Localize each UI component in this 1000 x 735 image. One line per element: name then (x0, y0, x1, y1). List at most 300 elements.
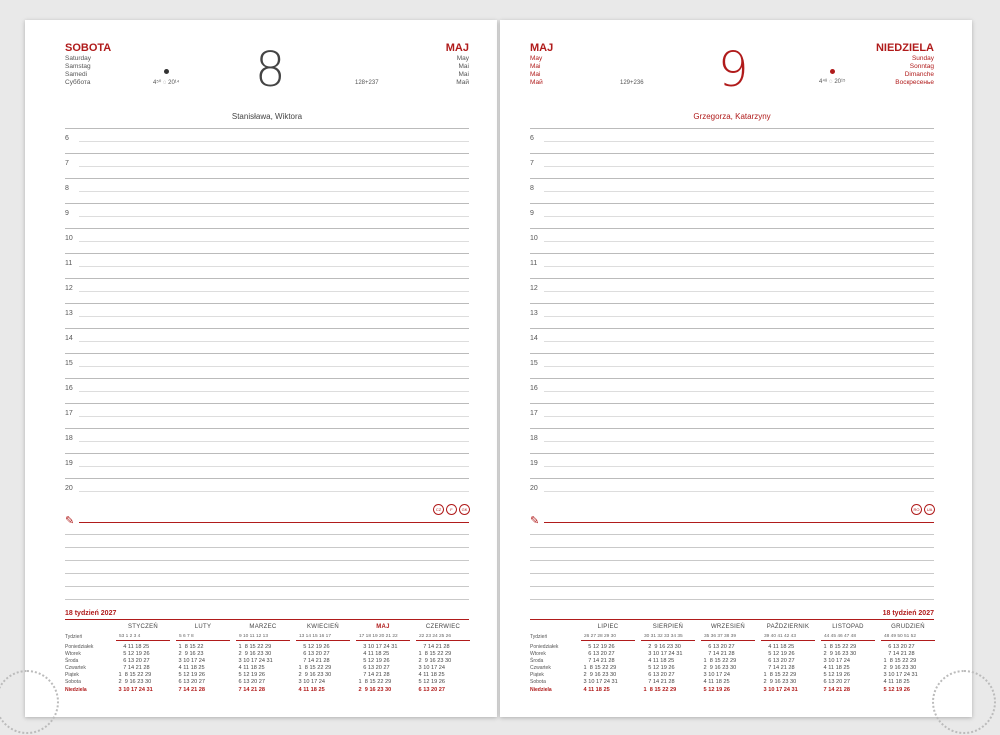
hour-row[interactable] (530, 253, 934, 279)
hour-label: 20 (65, 485, 73, 492)
month-grid (822, 644, 856, 694)
hour-label: 8 (530, 185, 534, 192)
weekday-label: Poniedziałek (530, 644, 559, 650)
month-week-row: 5 12 19 26 (417, 679, 445, 686)
weekday-labels (530, 644, 558, 694)
half-hour-line (544, 341, 934, 342)
month-divider (701, 640, 755, 641)
weekday-label: Czwartek (530, 665, 551, 672)
month-week-row: 2 9 16 23 30 (237, 651, 272, 658)
month-week-row: 2 9 16 23 30 (357, 686, 392, 693)
month-week-row: 4 11 18 25 (582, 686, 610, 693)
month-header: CZERWIEC (425, 624, 461, 630)
hour-label: 16 (65, 385, 73, 392)
month-week-row: 3 10 17 24 (417, 665, 445, 672)
month-week-row: 1 8 15 22 (177, 644, 204, 650)
month-week-row: 3 10 17 24 31 (642, 651, 683, 658)
sunrise-sunset: 4⁴⁸ ◌ 20¹⁵ (819, 79, 846, 85)
hour-label: 13 (65, 310, 73, 317)
half-hour-line (79, 441, 469, 442)
month-week-row: 4 11 18 25 (237, 665, 265, 672)
month-week-row: 2 9 16 23 30 (417, 658, 452, 665)
month-divider (356, 640, 410, 641)
pencil-icon: ✎ (65, 515, 75, 527)
month-week-row: 4 11 18 25 (357, 651, 390, 658)
month-name: MAJ (530, 42, 554, 54)
note-line[interactable] (65, 560, 469, 561)
day-name-translations (65, 55, 91, 87)
half-hour-line (544, 241, 934, 242)
page-curl-decoration (932, 670, 996, 734)
hour-label: 12 (65, 285, 73, 292)
month-lang: Май (530, 79, 543, 86)
hour-row[interactable] (65, 228, 469, 254)
month-week-row: 6 13 20 27 (237, 679, 265, 686)
hour-label: 14 (530, 335, 538, 342)
hour-label: 7 (65, 160, 69, 167)
weekday-label: Niedziela (530, 686, 552, 693)
note-line[interactable] (65, 586, 469, 587)
weekday-label: Piątek (530, 672, 544, 679)
month-week-row: 2 9 16 23 30 (117, 679, 152, 686)
month-lang: May (456, 55, 469, 62)
half-hour-line (544, 491, 934, 492)
half-hour-line (79, 391, 469, 392)
weekday-label: Poniedziałek (65, 644, 94, 650)
month-week-row: 4 11 18 25 (642, 658, 675, 665)
month-week-row: 1 8 15 22 29 (297, 665, 332, 672)
feast-badge: RO (911, 504, 922, 515)
month-divider (881, 640, 935, 641)
month-week-row: 1 8 15 22 29 (237, 644, 272, 650)
week-numbers: 48 49 50 51 52 (884, 634, 917, 639)
month-week-row: 4 11 18 25 (822, 665, 850, 672)
month-name-translations (456, 55, 469, 87)
left-page (25, 20, 497, 717)
hour-row[interactable] (530, 203, 934, 229)
month-divider (761, 640, 815, 641)
day-lang: Samstag (65, 63, 91, 70)
month-header: LIPIEC (597, 624, 619, 630)
month-week-row: 3 10 17 24 (822, 658, 850, 665)
week-numbers: 17 18 19 20 21 22 (359, 634, 398, 639)
month-header: STYCZEŃ (127, 624, 159, 630)
weekday-label: Sobota (65, 679, 81, 686)
half-hour-line (544, 416, 934, 417)
half-hour-line (79, 216, 469, 217)
month-divider (416, 640, 470, 641)
month-week-row: 1 8 15 22 29 (822, 644, 857, 650)
day-lang: Saturday (65, 55, 92, 62)
hour-row[interactable] (65, 178, 469, 204)
half-hour-line (79, 166, 469, 167)
month-week-row: 7 14 21 28 (702, 651, 735, 658)
month-week-row: 5 12 19 26 (702, 686, 730, 693)
hour-row[interactable] (65, 453, 469, 479)
month-week-row: 2 9 16 23 (177, 651, 204, 658)
note-line[interactable] (530, 534, 934, 535)
month-lang: Mai (530, 71, 541, 78)
half-hour-line (544, 141, 934, 142)
feast-badge: F (446, 504, 457, 515)
month-grid (882, 644, 918, 694)
month-week-row: 4 11 18 25 (417, 672, 445, 679)
month-week-row: 1 8 15 22 29 (702, 658, 737, 665)
month-week-row: 3 10 17 24 (297, 679, 325, 686)
hour-row[interactable] (530, 428, 934, 454)
month-week-row: 7 14 21 28 (642, 679, 675, 686)
month-divider (236, 640, 290, 641)
feast-badges (530, 504, 934, 524)
week-numbers: 9 10 11 12 13 (239, 634, 268, 639)
pencil-icon: ✎ (530, 515, 540, 527)
month-week-row: 7 14 21 28 (177, 686, 205, 693)
hour-label: 9 (530, 210, 534, 217)
month-grid (237, 644, 273, 694)
hour-label: 6 (65, 135, 69, 142)
day-lang: Sonntag (909, 63, 934, 70)
hour-label: 19 (530, 460, 538, 467)
hour-label: 15 (530, 360, 538, 367)
week-numbers: 13 14 15 16 17 (299, 634, 332, 639)
week-divider (65, 619, 469, 620)
month-week-row: 3 10 17 24 31 (582, 679, 618, 686)
month-week-row: 2 9 16 23 30 (582, 672, 617, 679)
month-lang: Mai (458, 71, 469, 78)
half-hour-line (79, 241, 469, 242)
weekday-label: Niedziela (65, 686, 87, 693)
month-grid (117, 644, 153, 694)
weekday-label: Wtorek (65, 651, 81, 658)
hour-label: 8 (65, 185, 69, 192)
month-week-row: 5 12 19 26 (177, 672, 205, 679)
hour-row[interactable] (65, 478, 469, 504)
hour-row[interactable] (530, 353, 934, 379)
hour-row[interactable] (65, 328, 469, 354)
sunrise-sunset: 4⁵⁰ ◌ 20¹⁴ (153, 80, 180, 86)
hour-row[interactable] (65, 153, 469, 179)
month-week-row: 5 12 19 26 (882, 686, 910, 693)
weekday-label: Wtorek (530, 651, 546, 658)
day-lang: Суббота (65, 79, 91, 86)
feast-badges (65, 504, 469, 524)
hour-row[interactable] (530, 403, 934, 429)
half-hour-line (544, 216, 934, 217)
month-week-row: 3 10 17 24 31 (357, 644, 398, 650)
month-week-row: 5 12 19 26 (357, 658, 390, 665)
notes-divider (79, 522, 469, 523)
week-numbers: 26 27 28 29 30 (584, 634, 617, 639)
day-number: 8 (255, 42, 286, 98)
month-week-row: 3 10 17 24 (177, 658, 205, 665)
month-divider (116, 640, 170, 641)
hour-row[interactable] (530, 453, 934, 479)
weekday-label: Piątek (65, 672, 79, 679)
day-count: 129+236 (620, 80, 644, 86)
month-week-row: 7 14 21 28 (117, 665, 150, 672)
month-header: LUTY (194, 624, 212, 630)
month-week-row: 3 10 17 24 (702, 672, 730, 679)
month-week-row: 1 8 15 22 29 (117, 672, 152, 679)
week-number-header: Tydzień (65, 634, 83, 640)
month-week-row: 6 13 20 27 (882, 644, 915, 650)
month-week-row: 3 10 17 24 31 (882, 672, 918, 679)
month-week-row: 6 13 20 27 (297, 651, 330, 658)
month-grid (702, 644, 736, 694)
day-number: 9 (718, 42, 749, 98)
month-week-row: 7 14 21 28 (762, 665, 795, 672)
month-grid (582, 644, 618, 694)
month-week-row: 4 11 18 25 (762, 644, 795, 650)
weekday-label: Czwartek (65, 665, 86, 672)
page-curl-decoration (0, 670, 59, 734)
hour-row[interactable] (65, 403, 469, 429)
half-hour-line (79, 366, 469, 367)
week-numbers: 30 31 32 33 34 35 (644, 634, 683, 639)
month-grid (357, 644, 397, 694)
hour-row[interactable] (530, 478, 934, 504)
note-line[interactable] (530, 573, 934, 574)
month-header: MAJ (376, 624, 390, 630)
month-week-row: 4 11 18 25 (177, 665, 205, 672)
hour-label: 20 (530, 485, 538, 492)
hour-row[interactable] (65, 303, 469, 329)
hour-label: 16 (530, 385, 538, 392)
mini-calendar (530, 624, 940, 704)
month-lang: Mai (530, 63, 541, 70)
month-grid (762, 644, 798, 694)
hour-row[interactable] (530, 303, 934, 329)
month-header: WRZESIEŃ (710, 624, 746, 630)
hour-row[interactable] (65, 428, 469, 454)
notes-divider (544, 522, 934, 523)
month-week-row: 1 8 15 22 29 (762, 672, 797, 679)
half-hour-line (544, 366, 934, 367)
month-week-row: 2 9 16 23 30 (642, 644, 681, 650)
month-week-row: 6 13 20 27 (822, 679, 850, 686)
hour-row[interactable] (65, 278, 469, 304)
month-week-row: 6 13 20 27 (177, 679, 205, 686)
month-week-row: 4 11 18 25 (297, 686, 325, 693)
half-hour-line (79, 191, 469, 192)
hour-label: 18 (65, 435, 73, 442)
hour-label: 17 (65, 410, 73, 417)
right-page (500, 20, 972, 717)
month-week-row: 4 11 18 25 (882, 679, 910, 686)
day-lang: Воскресенье (895, 79, 934, 86)
day-name: NIEDZIELA (875, 42, 934, 54)
moon-phase-icon (830, 69, 835, 74)
hour-label: 13 (530, 310, 538, 317)
month-week-row: 7 14 21 28 (417, 644, 450, 650)
feast-badge: GK (459, 504, 470, 515)
month-week-row: 3 10 17 24 31 (117, 686, 153, 693)
half-hour-line (79, 291, 469, 292)
month-week-row: 7 14 21 28 (882, 651, 915, 658)
hour-label: 15 (65, 360, 73, 367)
hour-row[interactable] (530, 278, 934, 304)
month-week-row: 2 9 16 23 30 (822, 651, 857, 658)
hour-label: 10 (65, 235, 73, 242)
month-week-row: 2 9 16 23 30 (882, 665, 917, 672)
month-lang: May (530, 55, 543, 62)
month-week-row: 7 14 21 28 (822, 686, 850, 693)
month-week-row: 2 9 16 23 30 (702, 665, 737, 672)
month-week-row: 5 12 19 26 (822, 672, 850, 679)
weekday-label: Sobota (530, 679, 546, 686)
month-header: LISTOPAD (832, 624, 864, 630)
note-line[interactable] (530, 586, 934, 587)
hour-row[interactable] (530, 178, 934, 204)
month-week-row: 2 9 16 23 30 (762, 679, 797, 686)
note-line[interactable] (65, 534, 469, 535)
month-week-row: 1 8 15 22 29 (417, 651, 452, 658)
month-week-row: 5 12 19 26 (117, 651, 150, 658)
week-number-header: Tydzień (530, 634, 548, 640)
hour-label: 6 (530, 135, 534, 142)
month-grid (642, 644, 682, 694)
hour-label: 10 (530, 235, 538, 242)
note-line[interactable] (530, 547, 934, 548)
weekday-label: Środa (530, 658, 544, 665)
month-divider (641, 640, 695, 641)
month-divider (176, 640, 230, 641)
month-divider (296, 640, 350, 641)
feast-badge: UA (924, 504, 935, 515)
month-week-row: 7 14 21 28 (297, 658, 330, 665)
month-header: MARZEC (249, 624, 277, 630)
hour-row[interactable] (65, 253, 469, 279)
month-name: MAJ (445, 42, 469, 54)
month-week-row: 5 12 19 26 (297, 644, 330, 650)
month-grid (177, 644, 205, 694)
day-lang: Dimanche (904, 71, 934, 78)
note-line[interactable] (530, 560, 934, 561)
hour-row[interactable] (65, 353, 469, 379)
half-hour-line (544, 291, 934, 292)
day-lang: Samedi (65, 71, 88, 78)
month-week-row: 6 13 20 27 (117, 658, 150, 665)
month-week-row: 6 13 20 27 (762, 658, 795, 665)
hour-label: 14 (65, 335, 73, 342)
month-week-row: 5 12 19 26 (582, 644, 615, 650)
hour-row[interactable] (530, 378, 934, 404)
month-week-row: 7 14 21 28 (237, 686, 265, 693)
half-hour-line (79, 466, 469, 467)
week-numbers: 5 6 7 8 (179, 634, 194, 639)
month-week-row: 5 12 19 26 (762, 651, 795, 658)
hour-row[interactable] (65, 378, 469, 404)
month-week-row: 2 9 16 23 30 (297, 672, 332, 679)
hour-row[interactable] (65, 203, 469, 229)
month-header: PAŹDZIERNIK (766, 624, 810, 630)
week-label: 18 tydzień 2027 (882, 610, 934, 617)
half-hour-line (544, 316, 934, 317)
name-day: Grzegorza, Katarzyny (693, 112, 771, 121)
month-week-row: 5 12 19 26 (237, 672, 265, 679)
half-hour-line (79, 141, 469, 142)
half-hour-line (79, 491, 469, 492)
month-week-row: 6 13 20 27 (642, 672, 675, 679)
hour-row[interactable] (530, 328, 934, 354)
hour-label: 12 (530, 285, 538, 292)
half-hour-line (79, 341, 469, 342)
half-hour-line (79, 316, 469, 317)
week-numbers: 35 36 37 38 39 (704, 634, 737, 639)
month-divider (821, 640, 875, 641)
note-line[interactable] (65, 599, 469, 600)
half-hour-line (544, 166, 934, 167)
hour-label: 7 (530, 160, 534, 167)
day-name: SOBOTA (65, 42, 112, 54)
half-hour-line (544, 391, 934, 392)
month-week-row: 3 10 17 24 31 (237, 658, 273, 665)
day-count: 128+237 (355, 80, 379, 86)
month-week-row: 3 10 17 24 31 (762, 686, 798, 693)
week-numbers: 39 40 41 42 43 (764, 634, 797, 639)
month-header: SIERPIEŃ (652, 624, 684, 630)
hour-label: 17 (530, 410, 538, 417)
hour-label: 11 (65, 260, 73, 267)
note-line[interactable] (530, 599, 934, 600)
hour-row[interactable] (530, 153, 934, 179)
week-numbers: 44 45 46 47 48 (824, 634, 857, 639)
month-name-translations (530, 55, 543, 87)
hour-label: 19 (65, 460, 73, 467)
hour-label: 9 (65, 210, 69, 217)
month-week-row: 1 8 15 22 29 (882, 658, 917, 665)
hour-row[interactable] (65, 128, 469, 154)
note-line[interactable] (65, 547, 469, 548)
note-line[interactable] (65, 573, 469, 574)
hour-row[interactable] (530, 228, 934, 254)
half-hour-line (544, 191, 934, 192)
half-hour-line (79, 266, 469, 267)
month-header: KWIECIEŃ (306, 624, 340, 630)
moon-phase-icon (164, 69, 169, 74)
month-week-row: 7 14 21 28 (357, 672, 390, 679)
name-day: Stanisława, Wiktora (231, 112, 303, 121)
hour-label: 11 (530, 260, 538, 267)
half-hour-line (79, 416, 469, 417)
weekday-label: Środa (65, 658, 79, 665)
day-name-translations (895, 55, 934, 87)
month-week-row: 1 8 15 22 29 (357, 679, 392, 686)
hour-label: 18 (530, 435, 538, 442)
week-numbers: 22 23 24 25 26 (419, 634, 452, 639)
week-numbers: 53 1 2 3 4 (119, 634, 141, 639)
week-divider (530, 619, 934, 620)
month-header: GRUDZIEŃ (891, 624, 925, 630)
month-lang: Май (456, 79, 469, 86)
half-hour-line (544, 441, 934, 442)
mini-calendar (65, 624, 473, 704)
month-week-row: 1 8 15 22 29 (582, 665, 617, 672)
half-hour-line (544, 466, 934, 467)
half-hour-line (544, 266, 934, 267)
month-week-row: 1 8 15 22 29 (642, 686, 677, 693)
month-week-row: 6 13 20 27 (702, 644, 735, 650)
month-week-row: 4 11 18 25 (117, 644, 150, 650)
weekday-labels (65, 644, 93, 694)
month-lang: Mai (458, 63, 469, 70)
hour-row[interactable] (530, 128, 934, 154)
month-grid (417, 644, 451, 694)
month-divider (581, 640, 635, 641)
month-week-row: 5 12 19 26 (642, 665, 675, 672)
day-lang: Sunday (911, 55, 934, 62)
month-week-row: 7 14 21 28 (582, 658, 615, 665)
